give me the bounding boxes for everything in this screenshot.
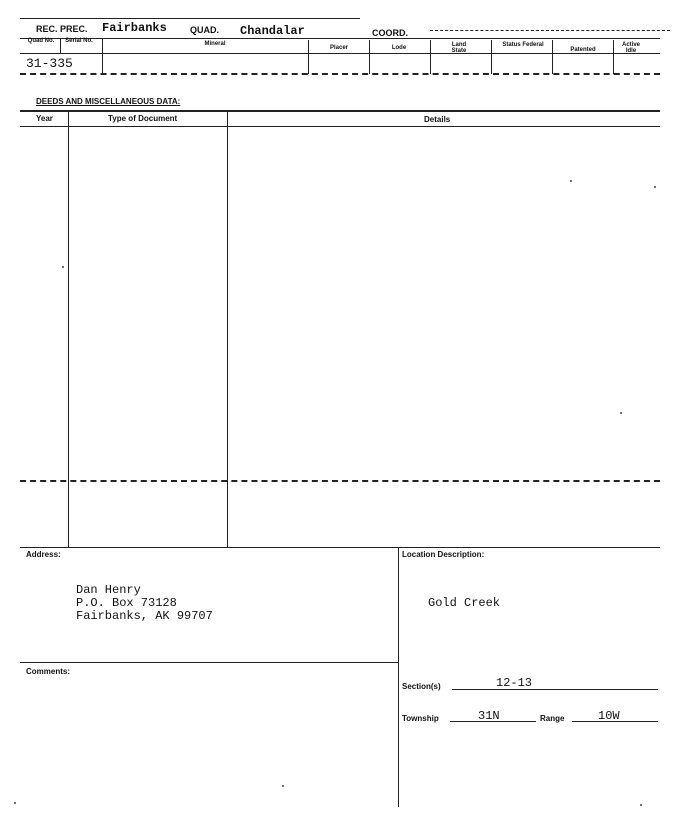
divider-status: [552, 40, 553, 74]
quad-serial-value: 31-335: [26, 56, 73, 71]
coord-label: COORD.: [372, 28, 408, 38]
comments-label: Comments:: [26, 667, 71, 676]
address-block: [76, 584, 213, 623]
location-label: Location Description:: [402, 550, 485, 559]
section-underline: [452, 689, 658, 690]
address-label: Address:: [26, 550, 61, 559]
deeds-col-type: Type of Document: [108, 114, 178, 123]
divider-patented: [613, 40, 614, 74]
rec-prec-value: Fairbanks: [102, 21, 167, 35]
range-label: Range: [540, 714, 565, 723]
column-header-bottom-rule: [20, 53, 660, 54]
deeds-header-bottom-rule: [20, 126, 660, 127]
scan-speck: [282, 785, 284, 787]
col-serial-no: Serial No.: [65, 38, 93, 44]
col-land-state: Land State: [451, 42, 467, 54]
col-lode: Lode: [391, 45, 407, 51]
deeds-title: DEEDS AND MISCELLANEOUS DATA:: [36, 97, 181, 106]
divider-lode: [430, 40, 431, 74]
address-line-3: Fairbanks, AK 99707: [76, 609, 213, 623]
bottom-top-rule: [20, 547, 660, 548]
scan-speck: [570, 180, 572, 182]
divider-mineral: [308, 40, 309, 74]
header-top-rule: [20, 18, 360, 19]
section-label: Section(s): [402, 682, 441, 691]
quad-value: Chandalar: [240, 24, 305, 38]
scan-speck: [654, 186, 656, 188]
township-label: Township: [402, 714, 439, 723]
col-patented: Patented: [570, 47, 596, 53]
address-line-2: P.O. Box 73128: [76, 596, 177, 610]
divider-placer: [369, 40, 370, 74]
deeds-col-details: Details: [424, 115, 451, 124]
scan-speck: [14, 802, 16, 804]
address-line-1: Dan Henry: [76, 583, 141, 597]
comments-top-rule: [20, 662, 398, 663]
range-value: 10W: [598, 709, 620, 723]
record-row-dashed-rule: [20, 73, 660, 75]
rec-prec-label: REC. PREC.: [36, 24, 88, 34]
location-value: Gold Creek: [428, 596, 501, 610]
divider-serial: [102, 38, 103, 74]
col-mineral: Mineral: [204, 41, 226, 47]
quad-label: QUAD.: [190, 25, 219, 35]
deeds-top-rule: [20, 110, 660, 112]
scan-speck: [620, 412, 622, 414]
divider-quad: [60, 38, 61, 53]
bottom-center-divider: [398, 547, 399, 807]
scan-speck: [62, 266, 64, 268]
deeds-dashed-rule: [20, 480, 660, 482]
township-value: 31N: [478, 709, 500, 723]
deeds-col-year: Year: [36, 114, 53, 123]
col-active-idle: Active Idle: [621, 42, 640, 54]
column-header-top-rule: [20, 38, 660, 39]
col-quad-no: Quad No.: [27, 38, 55, 44]
scan-speck: [640, 804, 642, 806]
section-value: 12-13: [496, 676, 533, 690]
divider-land: [491, 40, 492, 74]
header-top-dashed-rule: [430, 30, 670, 31]
col-status-federal: Status Federal: [502, 42, 544, 48]
col-placer: Placer: [329, 45, 348, 51]
